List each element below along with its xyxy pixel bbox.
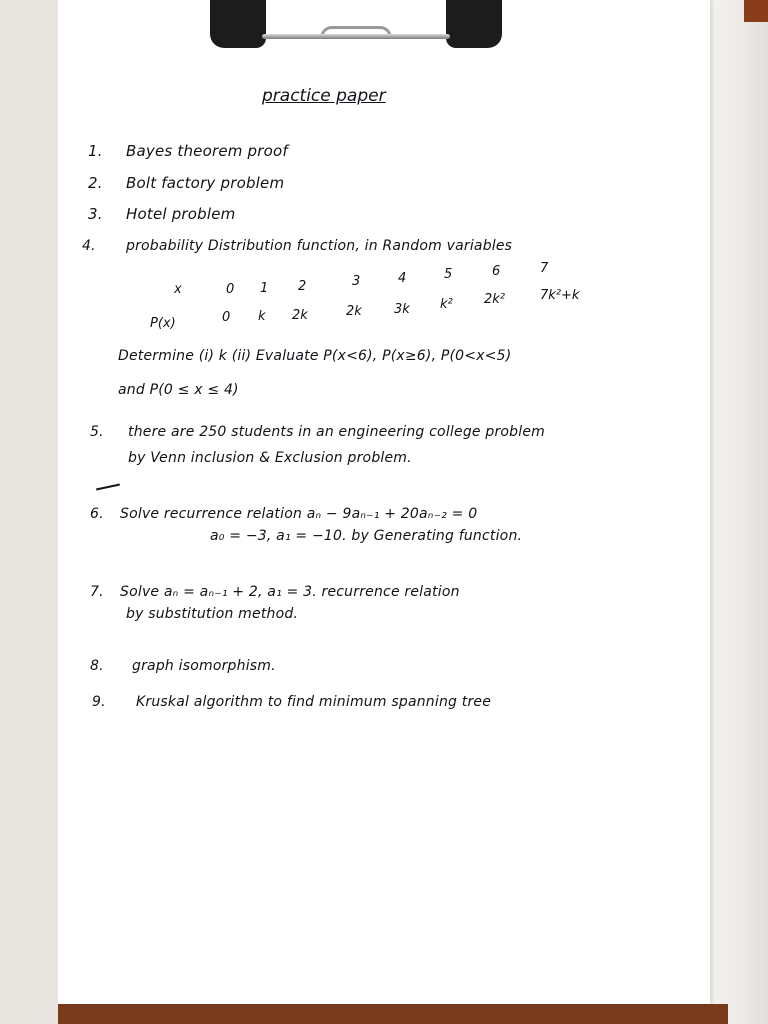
clipboard-bottom — [58, 1004, 728, 1024]
list-item-3 — [88, 205, 236, 223]
item-number: 1. — [88, 142, 103, 160]
clip-wire-bar — [262, 34, 450, 39]
item-text: Bolt factory problem — [126, 174, 285, 192]
item-text: Hotel problem — [126, 205, 236, 223]
table-p-value: 0 — [222, 310, 231, 325]
table-x-value: 4 — [398, 271, 407, 286]
table-x-value: 5 — [444, 267, 453, 282]
table-p-value: k² — [440, 297, 453, 312]
item-text: probability Distribution function, in Random variables — [126, 238, 513, 254]
item-number: 9. — [92, 694, 106, 710]
item-number: 3. — [88, 205, 103, 223]
table-p-value: 2k² — [484, 292, 506, 307]
clip-right-jaw — [446, 0, 502, 48]
list-item-4 — [82, 238, 512, 254]
table-p-value: 2k — [346, 304, 362, 319]
item-text: graph isomorphism. — [132, 658, 276, 674]
table-x-value: 0 — [226, 282, 235, 297]
binder-clip — [210, 0, 502, 50]
list-item-8 — [90, 658, 276, 674]
item-number: 6. — [90, 506, 104, 522]
table-x-value: 6 — [492, 264, 501, 279]
table-p-value: k — [258, 309, 266, 324]
list-item-7-cont: by substitution method. — [126, 606, 299, 622]
item-number: 5. — [90, 424, 104, 440]
table-x-value: 2 — [298, 279, 307, 294]
list-item-7 — [90, 584, 460, 600]
list-item-5 — [90, 424, 545, 440]
list-item-9 — [92, 694, 491, 710]
item-text: Solve aₙ = aₙ₋₁ + 2, a₁ = 3. recurrence relation — [120, 584, 460, 600]
list-item-6 — [90, 506, 477, 522]
table-p-value: 7k²+k — [540, 288, 580, 303]
list-item-2 — [88, 174, 284, 192]
table-x-value: 1 — [260, 281, 269, 296]
page-title: practice paper — [262, 86, 386, 106]
table-x-value: 7 — [540, 261, 549, 276]
list-item-5-cont: by Venn inclusion & Exclusion problem. — [128, 450, 412, 466]
item-number: 4. — [82, 238, 96, 254]
table-p-value: 2k — [292, 308, 308, 323]
item-text: Bayes theorem proof — [126, 142, 288, 160]
list-item-1 — [88, 142, 288, 160]
item-text: there are 250 students in an engineering college problem — [128, 424, 546, 440]
q4-tasks-cont: and P(0 ≤ x ≤ 4) — [118, 382, 239, 398]
item-text: Solve recurrence relation aₙ − 9aₙ₋₁ + 20aₙ₋₂ = 0 — [120, 506, 478, 522]
table-x-value: 3 — [352, 274, 361, 289]
clip-left-jaw — [210, 0, 266, 48]
item-text: Kruskal algorithm to find minimum spanning tree — [136, 694, 492, 710]
clipboard-edge — [708, 0, 768, 1024]
item-number: 8. — [90, 658, 104, 674]
table-p-value: 3k — [394, 302, 410, 317]
table-x-label: x — [174, 282, 182, 297]
item-number: 7. — [90, 584, 104, 600]
q4-tasks: Determine (i) k (ii) Evaluate P(x<6), P(x≥6), P(0<x<5) — [118, 348, 512, 364]
clipboard-corner — [744, 0, 768, 22]
item-number: 2. — [88, 174, 103, 192]
list-item-6-cont: a₀ = −3, a₁ = −10. by Generating function. — [210, 528, 523, 544]
table-p-label: P(x) — [150, 316, 176, 331]
